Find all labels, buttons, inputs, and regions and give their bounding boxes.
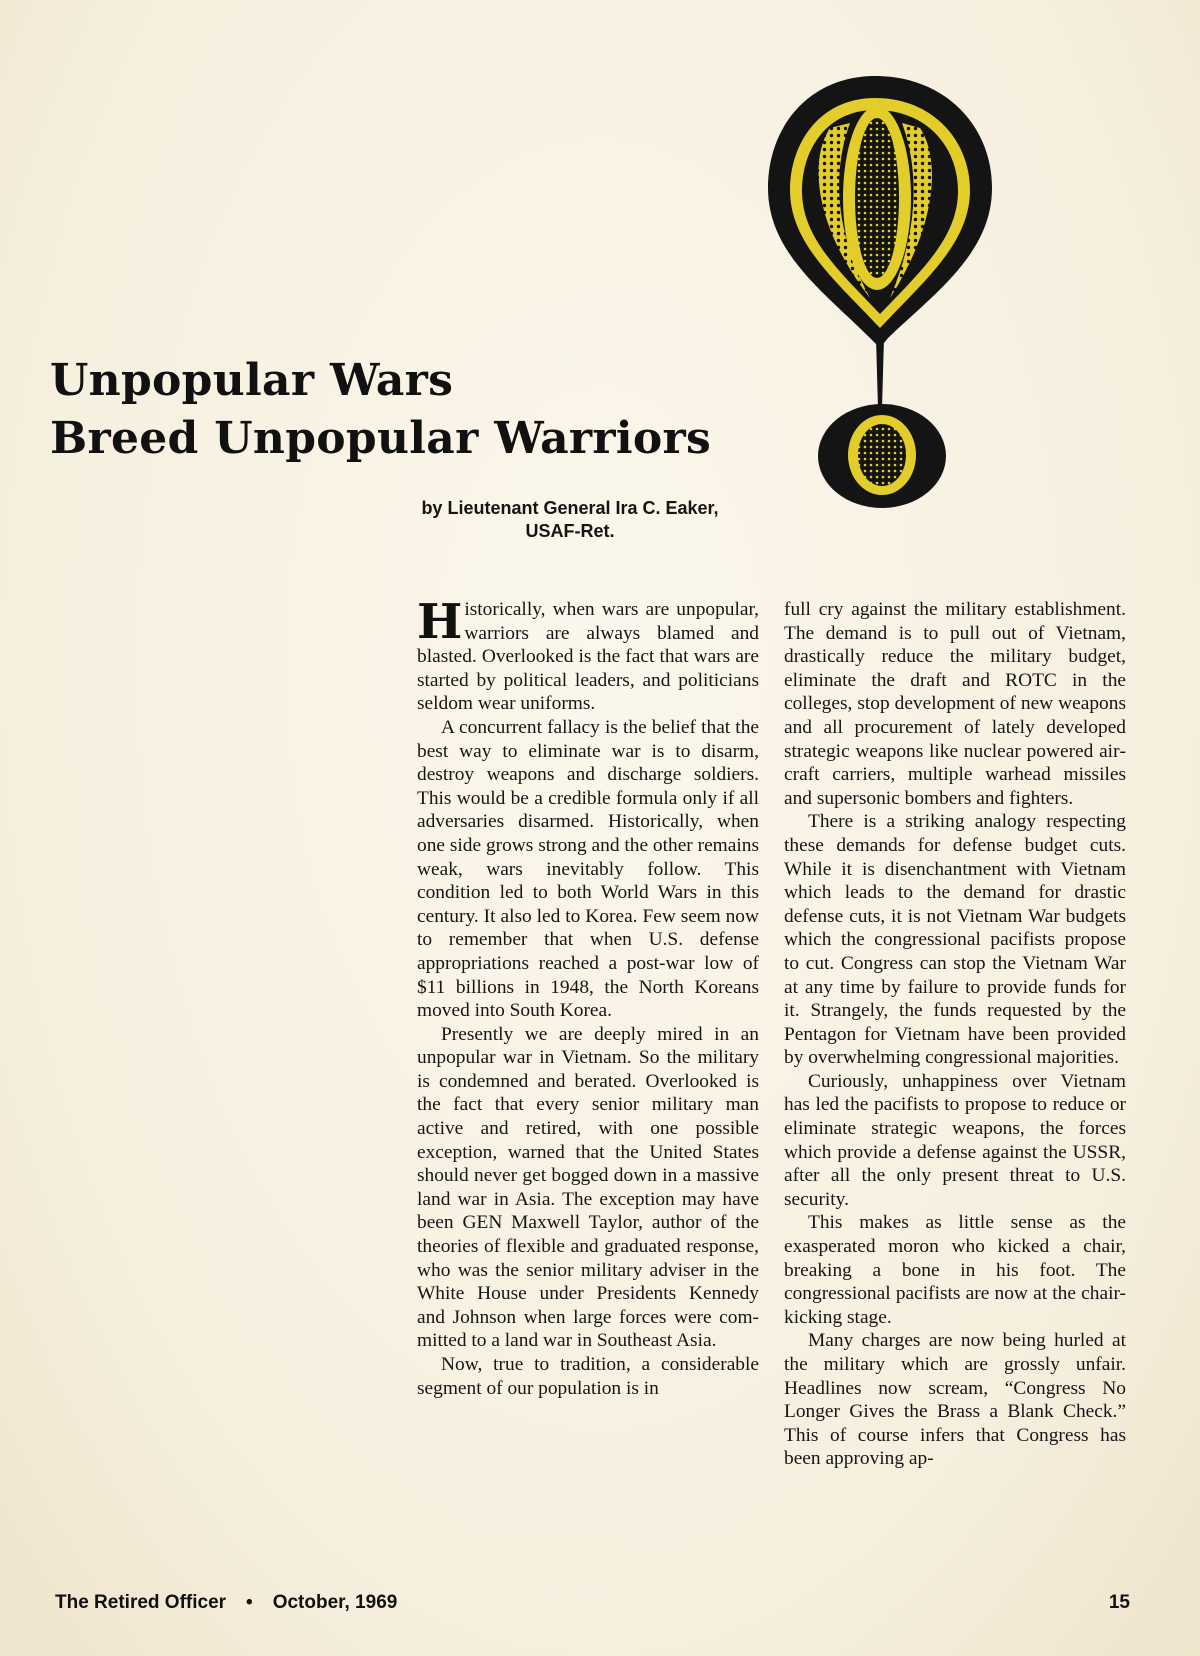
paragraph-7: Curiously, unhappiness over Vietnam has led the pacifists to propose to reduce or eliminate strategic weapons, the forces which provide a defense against the USSR, after all the only present threat to U.S. security.	[784, 1070, 1126, 1210]
exclamation-mark-balloon-icon	[730, 48, 1020, 548]
right-column	[784, 598, 1126, 1471]
left-column	[417, 594, 759, 1400]
byline-line-2: USAF-Ret.	[525, 521, 615, 541]
paragraph-5: full cry against the military establishment. The demand is to pull out of Vietnam, drastically reduce the military budget, eliminate the draft and ROTC in the colleges, stop development of new weapons and all procurement of lately developed strategic weapons like nuclear powered aircraft carriers, multiple warhead missiles and supersonic bombers and fighters.	[784, 599, 1126, 809]
paragraph-3: Presently we are deeply mired in an unpopular war in Vietnam. So the military is condemned and berated. Overlooked is the fact that every senior military man active and retired, with one possible exception, warned that the United States should never get bogged down in a massive land war in Asia. The exception may have been GEN Maxwell Taylor, author of the theories of flexible and graduated response, who was the senior military adviser in the White House under Presidents Kennedy and Johnson when large forces were committed to a land war in Southeast Asia.	[417, 1023, 759, 1352]
byline-line-1: by Lieutenant General Ira C. Eaker,	[421, 498, 719, 518]
title-line-1: Unpopular Wars	[50, 355, 454, 406]
paragraph-6: There is a striking analogy respecting these demands for defense budget cuts. While it is disenchantment with Vietnam which leads to the demand for drastic defense cuts, it is not Vietnam War budgets which the congressional pacifists propose to cut. Congress can stop the Vietnam War at any time by failure to provide funds for it. Strangely, the funds requested by the Pentagon for Vietnam have been provided by overwhelming congressional majorities.	[784, 811, 1126, 1069]
paragraph-9: Many charges are now being hurled at the military which are grossly unfair. Headlines now scream, “Congress No Longer Gives the Brass a Blank Check.” This of course infers that Congress has been approving ap-	[784, 1330, 1126, 1470]
paragraph-8: This makes as little sense as the exasperated moron who kicked a chair, breaking a bone in his foot. The congressional pacifists are now at the chair-kicking stage.	[784, 1212, 1126, 1328]
issue-date: October, 1969	[272, 1592, 398, 1613]
byline	[380, 497, 760, 543]
drop-cap: H	[417, 594, 463, 650]
article-title	[50, 352, 790, 468]
paragraph-1	[417, 594, 759, 716]
footer-publication-info	[55, 1592, 397, 1614]
paragraph-4: Now, true to tradition, a considerable segment of our population is in	[417, 1354, 759, 1399]
page-number: 15	[1108, 1592, 1130, 1613]
paragraph-1-text: istorically, when wars are unpopular, warriors are always blamed and blasted. Overlooked is the fact that wars are started by political leaders, and politicians seldom wear uniforms.	[417, 599, 759, 715]
publication-name: The Retired Officer	[55, 1592, 227, 1613]
paragraph-2: A concurrent fallacy is the belief that the best way to eliminate war is to disarm, destroy weapons and discharge soldiers. This would be a credible formula only if all adversaries disarmed. Historically, when one side grows strong and the other remains weak, wars inevitably follow. This condition led to both World Wars in this century. It also led to Korea. Few seem now to remember that when U.S. defense appropriations reached a post-war low of $11 billions in 1948, the North Koreans moved into South Korea.	[417, 716, 759, 1022]
title-line-2: Breed Unpopular Warriors	[50, 413, 712, 464]
bullet-separator: •	[246, 1592, 253, 1613]
